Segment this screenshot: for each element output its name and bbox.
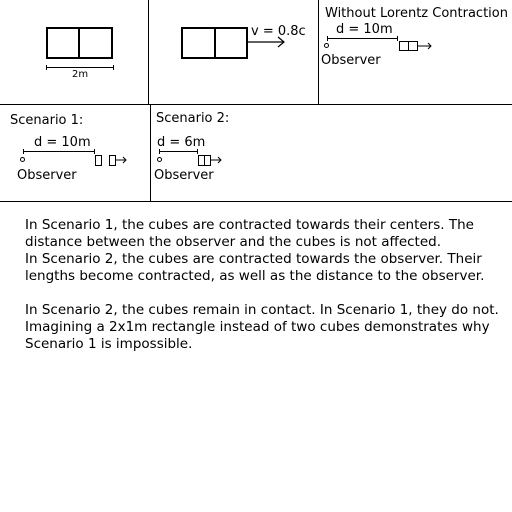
divider-top-1 [148,0,149,104]
width-label: 2m [72,69,89,80]
moving-cube-right [214,27,248,59]
distance-label: d = 10m [34,135,91,150]
width-tick-right [113,65,114,70]
observer-dot [20,157,25,162]
small-arrow-icon [211,156,223,164]
scenario-1-title: Scenario 1: [10,113,84,128]
small-arrow-icon [116,156,128,164]
observer-label: Observer [321,53,381,68]
small-cube-right [408,41,418,51]
explanation-spacer [25,285,505,302]
distance-label: d = 6m [157,135,206,150]
divider-mid [150,104,151,201]
width-tick-left [46,65,47,70]
contracted-cube-right [204,155,211,166]
explanation-line-2: In Scenario 2, the cubes are contracted towards the observer. Their lengths become contracted, as well as the distance to the observer. [25,251,485,284]
velocity-label: v = 0.8c [251,24,306,39]
observer-dot [324,43,329,48]
observer-dot [157,157,162,162]
contracted-cube-right [109,155,116,166]
observer-label: Observer [17,168,77,183]
moving-cube-left [181,27,216,59]
distance-tick-left [327,36,328,41]
distance-line [23,151,94,152]
cube-right [78,27,113,59]
divider-row-1 [0,104,512,105]
distance-label: d = 10m [336,22,393,37]
divider-top-2 [318,0,319,104]
contracted-cube-left [95,155,102,166]
scenario-2-title: Scenario 2: [156,111,230,126]
explanation-line-3: In Scenario 2, the cubes remain in contact. In Scenario 1, they do not. Imagining a 2x1m rectangle instead of two cubes demonstrates why Scenario 1 is impossible. [25,302,499,352]
explanation-text [25,217,505,353]
distance-tick-left [23,149,24,154]
small-arrow-icon [418,42,433,50]
distance-line [159,151,197,152]
distance-line [327,38,397,39]
cube-left [46,27,80,59]
observer-label: Observer [154,168,214,183]
panel-title: Without Lorentz Contraction [325,6,508,21]
width-line [46,67,113,68]
distance-tick-right [94,149,95,154]
explanation-line-1: In Scenario 1, the cubes are contracted towards their centers. The distance between the observer and the cubes is not affected. [25,217,474,250]
distance-tick-left [159,149,160,154]
distance-tick-right [397,36,398,41]
distance-tick-right [197,149,198,154]
divider-row-2 [0,201,512,202]
